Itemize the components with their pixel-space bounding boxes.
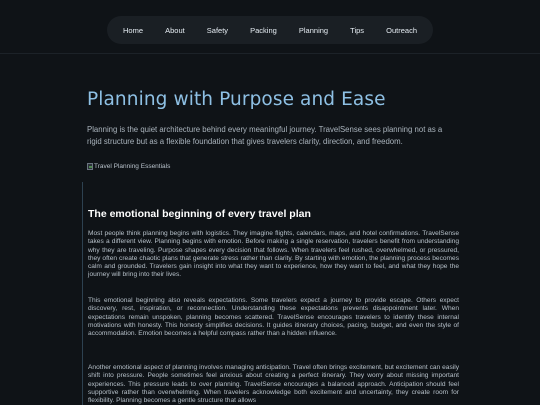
intro-text: Planning is the quiet architecture behind every meaningful journey. TravelSense sees planning not as a rigid structure but as a flexible foundation that gives travelers clarity, direction, and freedom. [87,125,443,146]
article-section [82,182,458,405]
top-bar [0,0,540,54]
section-heading: The emotional beginning of every travel plan [88,208,311,220]
nav-link-packing[interactable]: Packing [250,25,277,35]
main-nav [107,16,433,44]
broken-image-icon [87,163,93,170]
article-paragraph-1: Most people think planning begins with logistics. They imagine flights, calendars, maps, and hotel confirmations. TravelSense takes a different view. Planning begins with emotion. Before making a single reservation, travelers benefit from understanding why they are traveling. Purpose shapes every decision that follows. When travelers feel rushed, overwhelmed, or pressured, they often create chaotic plans that generate stress rather than clarity. By starting with emotion, the planning process becomes calm and grounded. Travelers gain insight into what they want to experience, how they want to feel, and what they hope the journey will bring into their lives. [88,230,459,279]
nav-link-tips[interactable]: Tips [350,25,365,35]
article-paragraph-2: This emotional beginning also reveals expectations. Some travelers expect a journey to provide escape. Others expect discovery, rest, inspiration, or reconnection. Understanding these expectations prevents disappointment later. When expectations remain unspoken, planning becomes scattered. TravelSense encourages travelers to identify these internal motivations with honesty. This honesty simplifies decisions. It guides itinerary choices, pacing, budget, and even the style of accommodation. Emotion becomes a helpful compass rather than a hidden influence. [88,297,459,338]
hero-image [87,161,170,172]
page-title: Planning with Purpose and Ease [87,89,386,110]
hero-image-alt-text: Travel Planning Essentials [94,163,171,170]
nav-link-outreach[interactable]: Outreach [386,25,417,35]
nav-link-planning[interactable]: Planning [298,25,329,35]
nav-link-safety[interactable]: Safety [206,25,229,35]
nav-link-about[interactable]: About [165,25,185,35]
article-paragraph-3: Another emotional aspect of planning involves managing anticipation. Travel often brings excitement, but excitement can easily shift into pressure. People sometimes feel anxious about creating a perfect itinerary. They worry about missing important experiences. This pressure leads to over planning. TravelSense encourages a balanced approach. Anticipation should feel supportive rather than overwhelming. When travelers acknowledge both excitement and uncertainty, they create room for flexibility. Planning becomes a gentle structure that allows [88,364,459,405]
nav-link-home[interactable]: Home [123,25,144,35]
